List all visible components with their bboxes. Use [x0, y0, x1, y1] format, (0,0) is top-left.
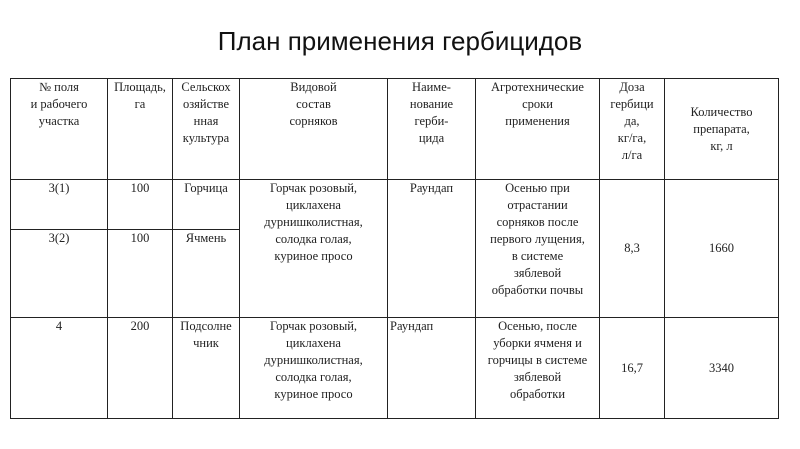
- header-weeds: Видовой состав сорняков: [240, 79, 388, 180]
- header-area: Площадь, га: [108, 79, 173, 180]
- area-cell: 100: [108, 230, 173, 318]
- header-herbicide: Наиме- нование герби- цида: [388, 79, 476, 180]
- table-row: [11, 180, 779, 230]
- slide-title: План применения гербицидов: [217, 26, 583, 56]
- dose-cell: 8,3: [600, 180, 665, 318]
- field-cell: 3(2): [11, 230, 108, 318]
- crop-cell: Горчица: [173, 180, 240, 230]
- header-field: № поля и рабочего участка: [11, 79, 108, 180]
- herbicide-cell: Раундап: [388, 318, 476, 419]
- weeds-cell: Горчак розовый, циклахена дурнишколистная, солодка голая, куриное просо: [240, 180, 388, 318]
- weeds-cell: Горчак розовый, циклахена дурнишколистная, солодка голая, куриное просо: [240, 318, 388, 419]
- dose-cell: 16,7: [600, 318, 665, 419]
- crop-cell: Ячмень: [173, 230, 240, 318]
- header-timing: Агротехнические сроки применения: [476, 79, 600, 180]
- field-cell: 4: [11, 318, 108, 419]
- table-row: [11, 318, 779, 419]
- header-crop: Сельскох озяйстве нная культура: [173, 79, 240, 180]
- header-row: [11, 79, 779, 180]
- area-cell: 100: [108, 180, 173, 230]
- field-cell: 3(1): [11, 180, 108, 230]
- crop-cell: Подсолне чник: [173, 318, 240, 419]
- amount-cell: 1660: [665, 180, 779, 318]
- herbicide-cell: Раундап: [388, 180, 476, 318]
- herbicide-plan-table: [10, 78, 779, 419]
- header-amount: Количество препарата, кг, л: [665, 79, 779, 180]
- header-dose: Доза гербици да, кг/га, л/га: [600, 79, 665, 180]
- timing-cell: Осенью при отрастании сорняков после первого лущения, в системе зяблевой обработки почвы: [476, 180, 600, 318]
- area-cell: 200: [108, 318, 173, 419]
- timing-cell: Осенью, после уборки ячменя и горчицы в системе зяблевой обработки: [476, 318, 600, 419]
- amount-cell: 3340: [665, 318, 779, 419]
